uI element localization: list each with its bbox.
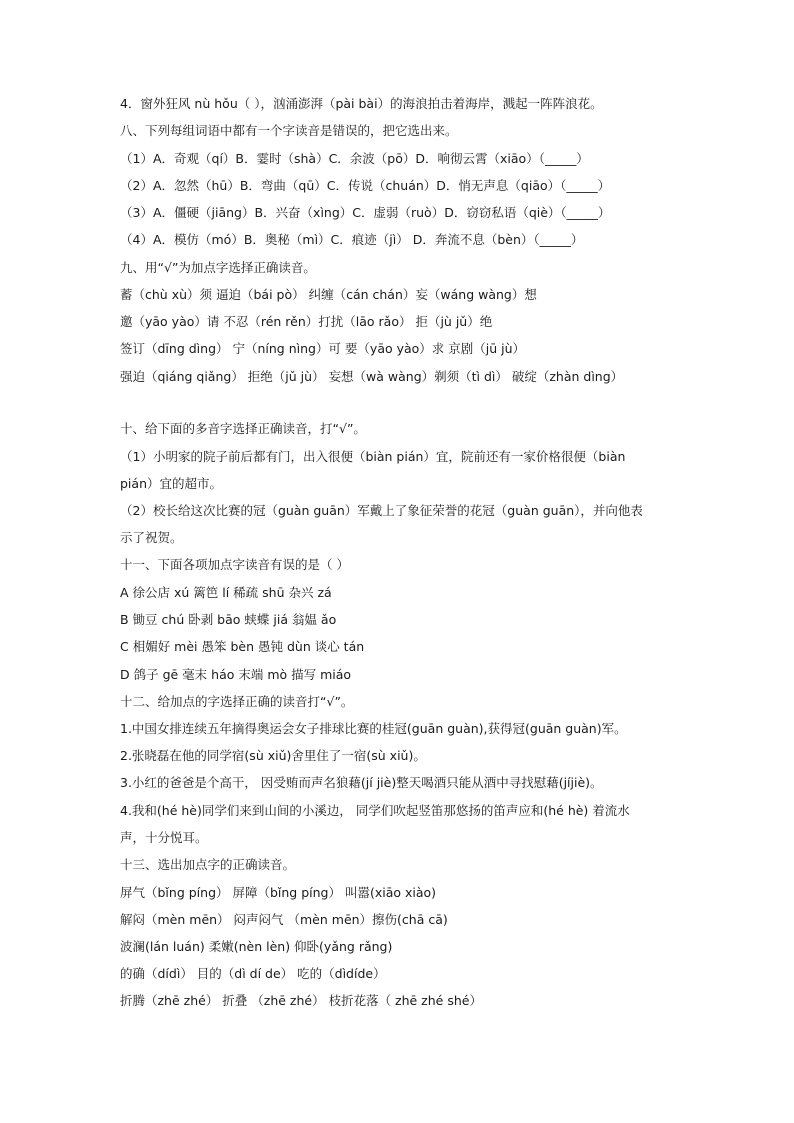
section-10-item-2-cont: 示了祝贺。 bbox=[120, 530, 183, 545]
section-8-item-3: （3）A．僵硬（jiāng）B．兴奋（xìng）C．虚弱（ruò）D．窃窃私语（qiè）（_____） bbox=[120, 205, 611, 220]
section-12-item-4: 4.我和(hé hè)同学们来到山间的小溪边， 同学们吹起竖笛那悠扬的笛声应和(hé hè) 着流水 bbox=[120, 803, 630, 818]
section-8-item-2: （2）A．忽然（hū）B．弯曲（qū）C．传说（chuán）D．悄无声息（qiāo）（_____） bbox=[120, 178, 611, 193]
section-12-item-2: 2.张晓磊在他的同学宿(sù xiǔ)舍里住了一宿(sù xiǔ)。 bbox=[120, 748, 426, 763]
section-10-item-2: （2）校长给这次比赛的冠（guàn guān）军戴上了象征荣誉的花冠（guàn guān），并向他表 bbox=[120, 503, 643, 518]
section-10-heading: 十、给下面的多音字选择正确读音，打“√”。 bbox=[120, 421, 366, 436]
section-9-heading: 九、用“√”为加点字选择正确读音。 bbox=[120, 260, 316, 275]
section-11-heading: 十一、下面各项加点字读音有误的是（ ） bbox=[120, 557, 349, 572]
section-8-heading: 八、下列每组词语中都有一个字读音是错误的，把它选出来。 bbox=[120, 123, 458, 138]
section-11-option-d: D 鸽子 gē 毫末 háo 末端 mò 描写 miáo bbox=[120, 667, 352, 682]
section-10-item-1-cont: pián）宜的超市。 bbox=[120, 476, 222, 491]
section-8-item-1: （1）A．奇观（qí）B．霎时（shà）C．余波（pō）D．响彻云霄（xiāo）（_____） bbox=[120, 151, 589, 166]
section-12-item-4-cont: 声，十分悦耳。 bbox=[120, 830, 208, 845]
section-13-row-4: 的确（dídì） 目的（dì dí de） 吃的（dìdíde） bbox=[120, 966, 386, 981]
section-13-heading: 十三、选出加点字的正确读音。 bbox=[120, 857, 296, 872]
section-11-option-a: A 徐公店 xú 篱笆 lí 稀疏 shū 杂兴 zá bbox=[120, 585, 332, 600]
section-9-row-3: 签订（dīng dìng） 宁（níng nìng）可 要（yāo yào）求 京剧（jū jù） bbox=[120, 341, 526, 356]
section-13-row-1: 屏气（bǐng píng） 屏障（bǐng píng） 叫嚣(xiāo xiào) bbox=[120, 885, 437, 900]
section-13-row-5: 折腾（zhē zhé） 折叠 （zhē zhé） 枝折花落（ zhē zhé shé） bbox=[120, 993, 482, 1008]
section-13-row-3: 波澜(lán luán) 柔嫩(nèn lèn) 仰卧(yǎng rǎng) bbox=[120, 939, 393, 954]
section-12-heading: 十二、给加点的字选择正确的读音打“√”。 bbox=[120, 694, 354, 709]
section-11-option-c: C 相媚好 mèi 愚笨 bèn 愚钝 dùn 谈心 tán bbox=[120, 639, 365, 654]
section-12-item-3: 3.小红的爸爸是个高干， 因受贿而声名狼藉(jí jiè)整天喝酒只能从酒中寻找慰藉(jíjiè)。 bbox=[120, 775, 603, 790]
section-13-row-2: 解闷（mèn mēn） 闷声闷气 （mèn mēn）擦伤(chā cā) bbox=[120, 912, 448, 927]
section-9-row-2: 邀（yāo yào）请 不忍（rén rěn）打扰（lāo rǎo） 拒（jù jǔ）绝 bbox=[120, 314, 493, 329]
question-4-line: 4．窗外狂风 nù hǒu（ ），汹涌澎湃（pài bài）的海浪拍击着海岸，溅起一阵阵浪花。 bbox=[120, 96, 603, 111]
section-8-item-4: （4）A．模仿（mó）B．奥秘（mì）C．痕迹（jì） D．奔流不息（bèn）（_____） bbox=[120, 232, 584, 247]
section-12-item-1: 1.中国女排连续五年摘得奥运会女子排球比赛的桂冠(guān guàn),获得冠(guān guàn)军。 bbox=[120, 721, 627, 736]
section-10-item-1: （1）小明家的院子前后都有门，出入很便（biàn pián）宜，院前还有一家价格很便（biàn bbox=[120, 449, 626, 464]
section-11-option-b: B 锄豆 chú 卧剥 bāo 蛱蝶 jiá 翁媪 ǎo bbox=[120, 612, 337, 627]
section-9-row-1: 蓄（chù xù）须 逼迫（bái pò） 纠缠（cán chán）妄（wáng wàng）想 bbox=[120, 287, 537, 302]
section-9-row-4: 强迫（qiáng qiǎng） 拒绝（jǔ jù） 妄想（wà wàng）剃须（tì dì） 破绽（zhàn dìng） bbox=[120, 369, 624, 384]
